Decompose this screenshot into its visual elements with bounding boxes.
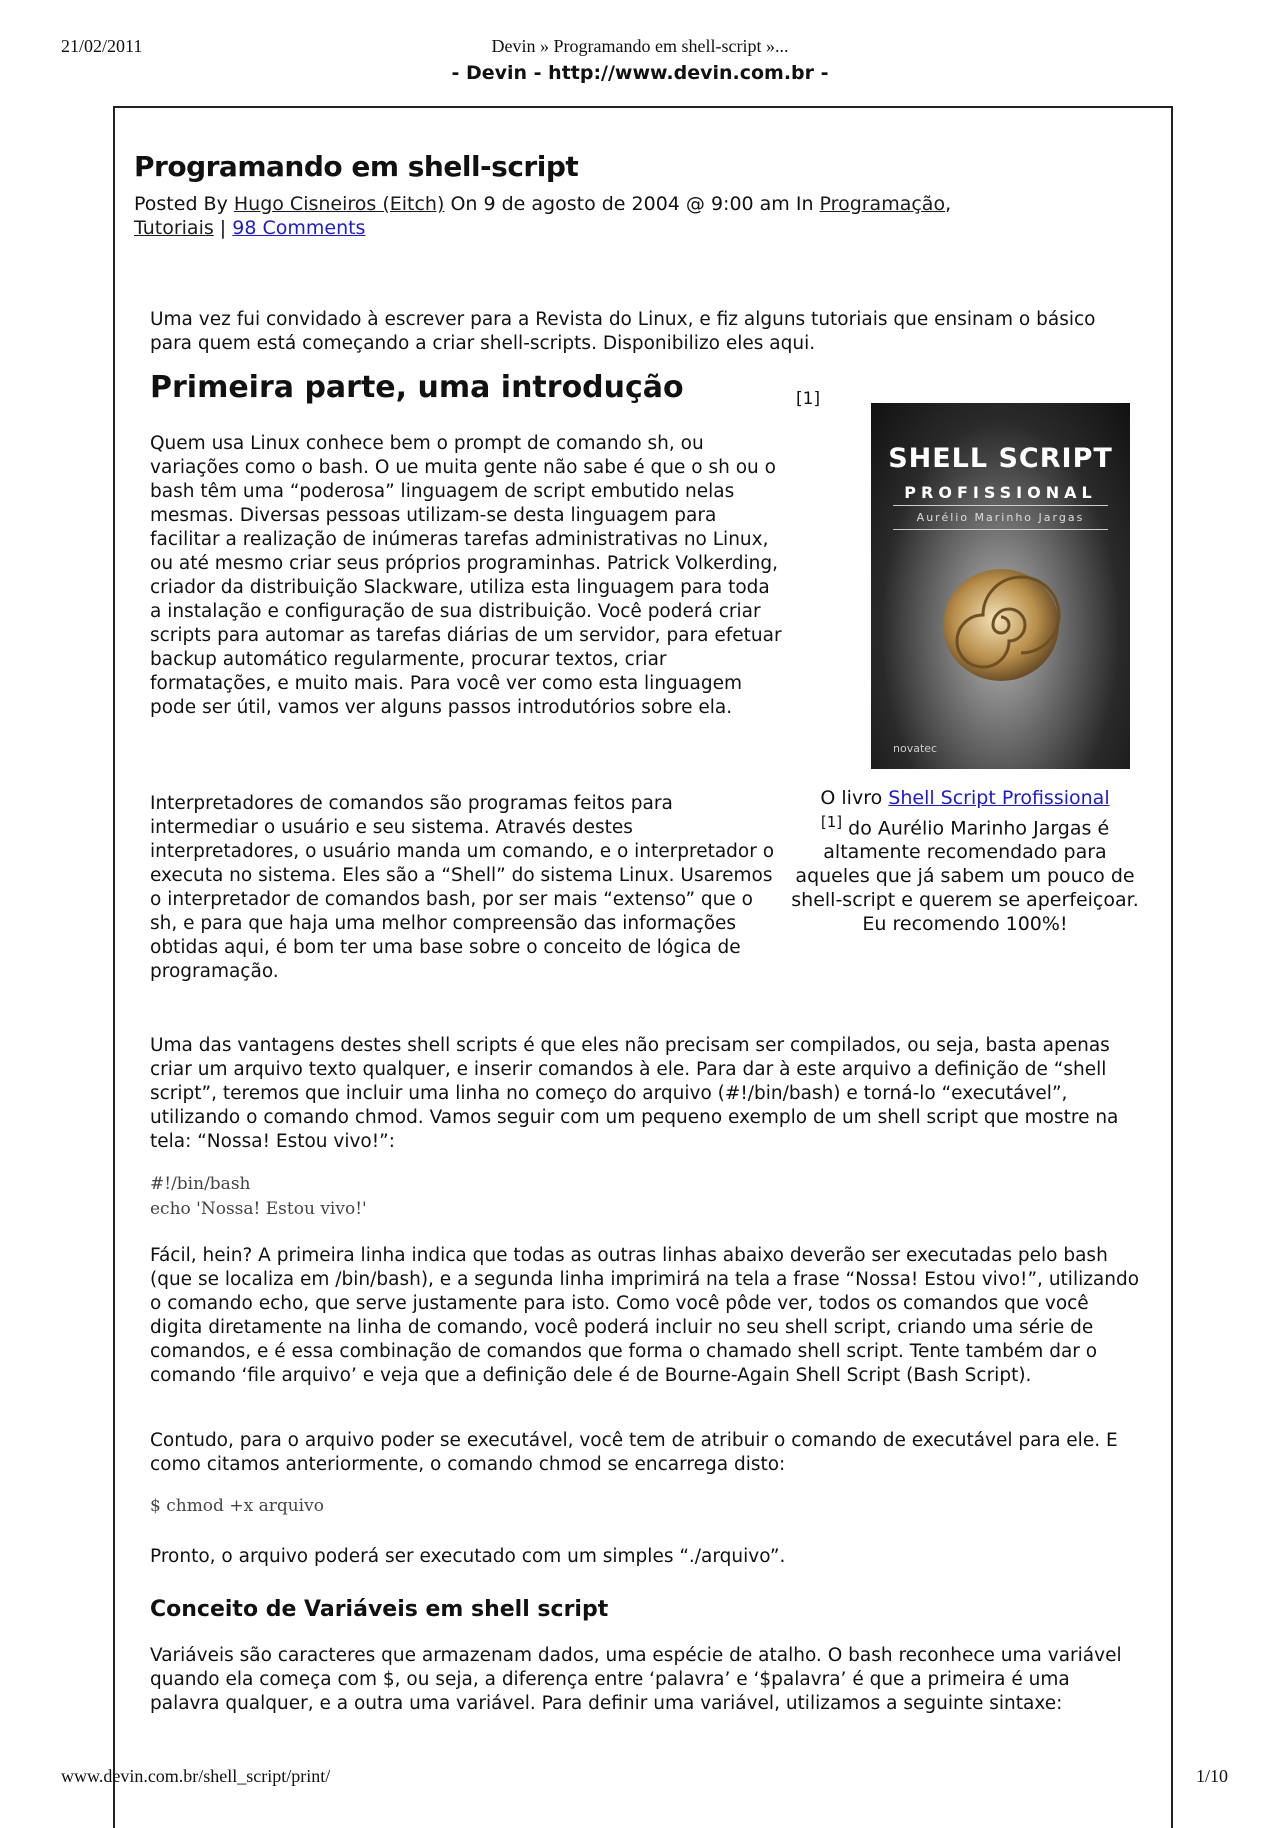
book-cover-image xyxy=(871,403,1130,769)
print-footer-page: 1/10 xyxy=(1195,1766,1228,1786)
paragraph-5: Contudo, para o arquivo poder se executável, você tem de atribuir o comando de executável para ele. E como citamos anteriormente, o comando chmod se encarrega disto: xyxy=(150,1430,1118,1475)
print-header-title: Devin » Programando em shell-script »... xyxy=(491,36,789,56)
book-link[interactable]: Shell Script Profissional xyxy=(888,787,1110,809)
section-heading-introducao: Primeira parte, uma introdução xyxy=(150,370,684,405)
book-caption xyxy=(790,786,1140,936)
caption-pre: O livro xyxy=(820,787,883,809)
site-header: - Devin - http://www.devin.com.br - xyxy=(451,62,829,84)
caption-text: do Aurélio Marinho Jargas é altamente recomendado para aqueles que já sabem um pouco de shell-script e querem se aperfeiçoar. Eu recomendo 100%! xyxy=(791,817,1139,936)
book-author: Aurélio Marinho Jargas xyxy=(916,511,1085,524)
post-meta xyxy=(134,192,1094,240)
category-link-tutoriais[interactable]: Tutoriais xyxy=(134,217,214,239)
paragraph-4: Fácil, hein? A primeira linha indica que todas as outras linhas abaixo deverão ser executadas pelo bash (que se localiza em /bin/bash), e a segunda linha imprimirá na tela a frase “Nossa! Estou vivo!”, utilizando o comando echo, que serve justamente para isto. Como você pôde ver, todos os comandos que você digita diretamente na linha de comando, você poderá incluir no seu shell script, criando uma série de comandos, e é essa combinação de comandos que forma o chamado shell script. Tente também dar o comando ‘file arquivo’ e veja que a definição dele é de Bourne-Again Shell Script (Bash Script). xyxy=(150,1245,1140,1386)
paragraph-1: Quem usa Linux conhece bem o prompt de comando sh, ou variações como o bash. O ue muita gente não sabe é que o sh ou o bash têm uma “poderosa” linguagem de script embutido nelas mesmas. Diversas pessoas utilizam-se desta linguagem para facilitar a realização de inúmeras tarefas administrativas no Linux, ou até mesmo criar seus próprios programinhas. Patrick Volkerding, criador da distribuição Slackware, utiliza esta linguagem para toda a instalação e configuração de sua distribuição. Você poderá criar scripts para automar as tarefas diárias de um servidor, para efetuar backup automático regularmente, procurar textos, criar formatações, e muito mais. Para você ver como esta linguagem pode ser útil, vamos ver alguns passos introdutórios sobre ela. xyxy=(150,433,782,718)
paragraph-6: Pronto, o arquivo poderá ser executado com um simples “./arquivo”. xyxy=(150,1546,786,1567)
section-heading-variaveis: Conceito de Variáveis em shell script xyxy=(150,1597,609,1622)
meta-posted-by: Posted By xyxy=(134,193,228,215)
code-chmod: $ chmod +x arquivo xyxy=(150,1496,324,1516)
book-title: SHELL SCRIPT xyxy=(888,443,1113,474)
meta-separator: , xyxy=(945,193,952,215)
paragraph-2: Interpretadores de comandos são programas feitos para intermediar o usuário e seu sistema. Através destes interpretadores, o usuário manda um comando, e o interpretador o executa no sistema. Eles são a “Shell” do sistema Linux. Usaremos o interpretador de comandos bash, por ser mais “extenso” que o sh, e para que haja uma melhor compreensão das informações obtidas aqui, é bom ter uma base sobre o conceito de lógica de programação. xyxy=(150,793,775,982)
category-link-programacao[interactable]: Programação xyxy=(819,193,946,215)
paragraph-variaveis: Variáveis são caracteres que armazenam dados, uma espécie de atalho. O bash reconhece uma variável quando ela começa com $, ou seja, a diferença entre ‘palavra’ e ‘$palavra’ é que a primeira é uma palavra qualquer, e a outra uma variável. Para definir uma variável, utilizamos a seguinte sintaxe: xyxy=(150,1645,1122,1714)
shell-icon xyxy=(931,553,1071,693)
author-link[interactable]: Hugo Cisneiros (Eitch) xyxy=(233,193,445,215)
code-line-echo: echo 'Nossa! Estou vivo!' xyxy=(150,1199,367,1219)
paragraph-3: Uma das vantagens destes shell scripts é que eles não precisam ser compilados, ou seja, basta apenas criar um arquivo texto qualquer, e inserir comandos à ele. Para dar à este arquivo a definição de “shell script”, teremos que incluir uma linha no começo do arquivo (#!/bin/bash) e torná-lo “executável”, utilizando o comando chmod. Vamos seguir com um pequeno exemplo de um shell script que mostre na tela: “Nossa! Estou vivo!”: xyxy=(150,1035,1119,1152)
post-title: Programando em shell-script xyxy=(134,150,579,183)
intro-paragraph: Uma vez fui convidado à escrever para a Revista do Linux, e fiz alguns tutoriais que ensinam o básico para quem está começando a criar shell-scripts. Disponibilizo eles aqui. xyxy=(150,309,1096,354)
meta-pipe: | xyxy=(219,217,227,239)
book-publisher: novatec xyxy=(893,742,938,755)
code-line-shebang: #!/bin/bash xyxy=(150,1174,251,1194)
book-subtitle: PROFISSIONAL xyxy=(904,483,1097,502)
print-footer-url: www.devin.com.br/shell_script/print/ xyxy=(61,1766,331,1786)
meta-date: On 9 de agosto de 2004 @ 9:00 am In xyxy=(450,193,814,215)
comments-link[interactable]: 98 Comments xyxy=(232,217,366,239)
caption-footnote: [1] xyxy=(820,813,843,831)
footnote-ref: [1] xyxy=(796,389,821,409)
print-header-date: 21/02/2011 xyxy=(61,36,143,56)
